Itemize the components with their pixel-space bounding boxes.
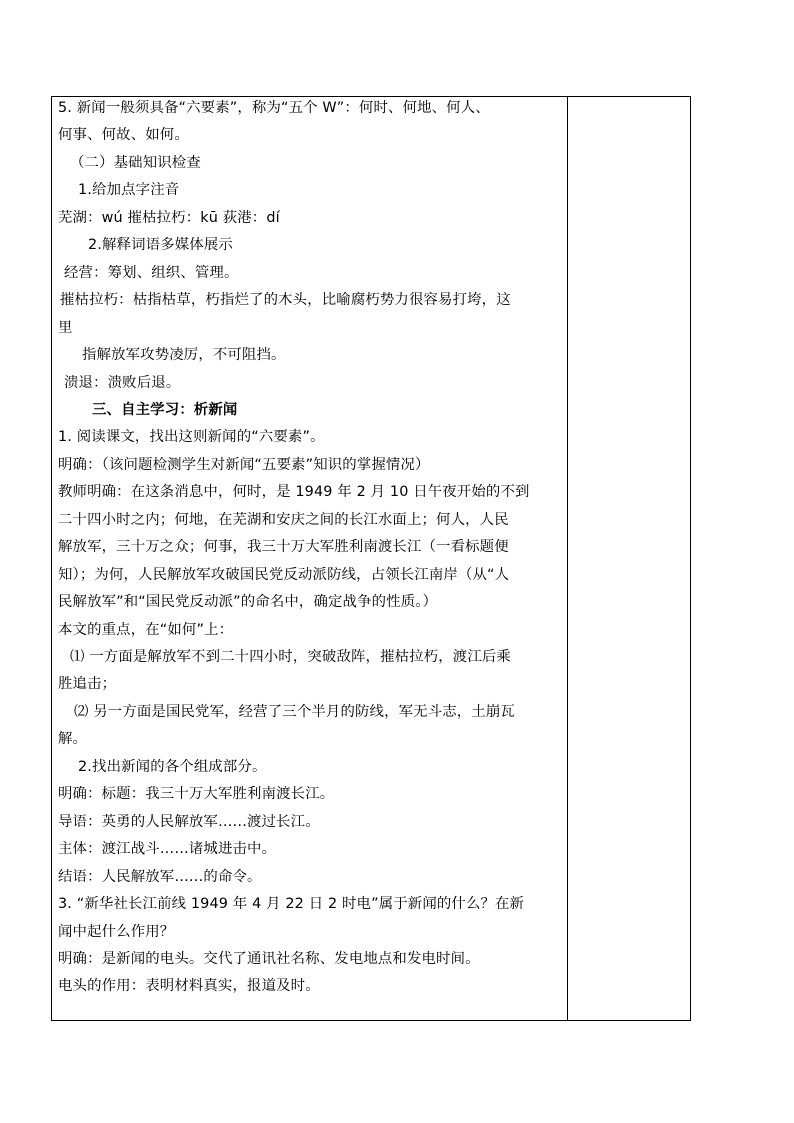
text-line: ⑵ 另一方面是国民党军，经营了三个半月的防线，军无斗志，土崩瓦 [74, 703, 515, 720]
text-line: ⑴ 一方面是解放军不到二十四小时，突破敌阵，摧枯拉朽，渡江后乘 [70, 649, 511, 665]
text-line: 民解放军”和“国民党反动派”的命名中，确定战争的性质。） [58, 594, 438, 611]
text-line: 芜湖：wú 摧枯拉朽：kū 荻港：dí [58, 209, 280, 226]
text-line: 明确：标题：我三十万大军胜利南渡长江。 [58, 786, 335, 803]
text-line: 指解放军攻势凌厉，不可阻挡。 [82, 347, 286, 364]
text-line: 解放军，三十万之众；何事，我三十万大军胜利南渡长江（一看标题便 [58, 539, 509, 556]
text-line: 胜追击； [58, 676, 117, 693]
text-line: 5. 新闻一般须具备“六要素”，称为“五个 W”：何时、何地、何人、 [58, 100, 490, 116]
text-line: 二十四小时之内；何地，在芜湖和安庆之间的长江水面上；何人，人民 [58, 511, 509, 528]
text-line: （二）基础知识检查 [70, 154, 201, 171]
text-line: 明确：是新闻的电头。交代了通讯社名称、发电地点和发电时间。 [58, 950, 480, 967]
text-line: 主体：渡江战斗……诸城进击中。 [58, 841, 277, 858]
text-line: 知）；为何，人民解放军攻破国民党反动派防线，占领长江南岸（从“人 [58, 566, 510, 583]
text-line: 溃退：溃败后退。 [64, 374, 181, 391]
text-line: 摧枯拉朽：枯指枯草，朽指烂了的木头，比喻腐朽势力很容易打垮，这 [60, 292, 511, 309]
section-heading: 三、自主学习：析新闻 [92, 401, 238, 418]
text-line: 电头的作用：表明材料真实，报道及时。 [58, 978, 320, 995]
text-line: 导语：英勇的人民解放军……渡过长江。 [58, 813, 320, 830]
text-line: 1.给加点字注音 [78, 182, 180, 199]
text-line: 1. 阅读课文，找出这则新闻的“六要素”。 [58, 429, 325, 446]
text-line: 何事、何故、如何。 [58, 127, 189, 144]
text-line: 解。 [58, 731, 88, 748]
text-line: 本文的重点，在“如何”上： [58, 621, 234, 638]
text-line: 教师明确：在这条消息中，何时，是 1949 年 2 月 10 日午夜开始的不到 [58, 484, 530, 501]
text-line: 里 [58, 319, 73, 336]
text-line: 经营：筹划、组织、管理。 [64, 264, 239, 281]
text-line: 闻中起什么作用？ [58, 923, 175, 940]
notes-cell [568, 97, 690, 1020]
lesson-table [51, 96, 691, 1021]
text-line: 结语：人民解放军……的命令。 [58, 868, 262, 885]
text-line: 2.找出新闻的各个组成部分。 [78, 758, 267, 775]
text-line: 3. “新华社长江前线 1949 年 4 月 22 日 2 时电”属于新闻的什么？在新 [58, 896, 525, 913]
text-line: 明确：（该问题检测学生对新闻“五要素”知识的掌握情况） [58, 456, 430, 473]
text-line: 2.解释词语多媒体展示 [88, 237, 233, 254]
